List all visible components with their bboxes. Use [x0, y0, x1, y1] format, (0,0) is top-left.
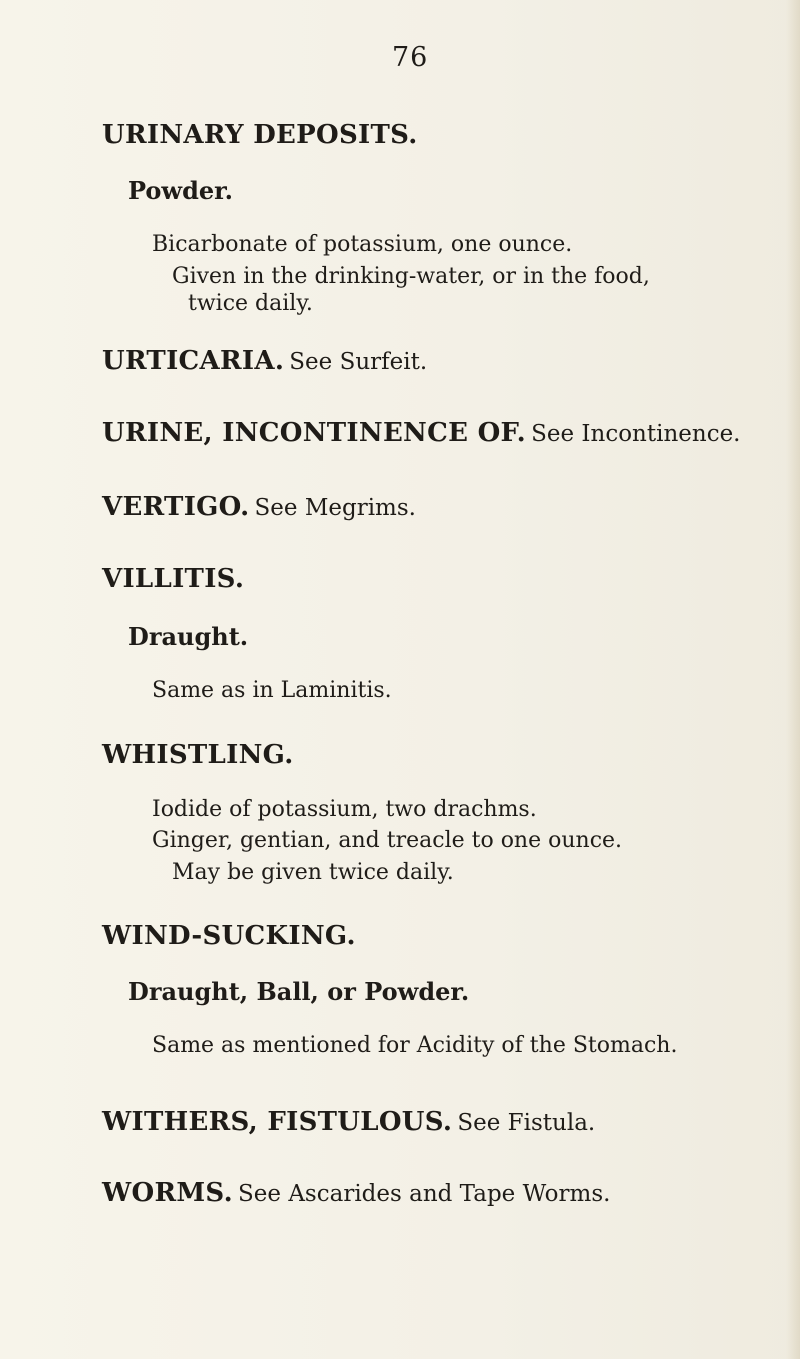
entry-urticaria	[102, 346, 427, 376]
entry-withers-fistulous	[102, 1107, 595, 1137]
entry-reference: See Megrims.	[254, 495, 416, 521]
entry-worms	[102, 1178, 610, 1208]
entry-heading-worms: WORMS.	[102, 1178, 233, 1208]
entry-reference: See Incontinence.	[531, 421, 741, 447]
entry-reference: See Fistula.	[457, 1110, 596, 1136]
entry-subheading-draught: Draught.	[128, 622, 249, 651]
entry-heading-urine-incontinence: URINE, INCONTINENCE OF.	[102, 418, 527, 448]
entry-heading-urinary-deposits: URINARY DEPOSITS.	[102, 120, 418, 150]
entry-line: Bicarbonate of potassium, one ounce.	[152, 232, 573, 257]
entry-reference: See Surfeit.	[289, 349, 428, 375]
entry-heading-villitis: VILLITIS.	[102, 564, 245, 594]
entry-reference: See Ascarides and Tape Worms.	[238, 1181, 611, 1207]
entry-heading-vertigo: VERTIGO.	[102, 492, 250, 522]
entry-line: Same as mentioned for Acidity of the Stomach.	[152, 1033, 678, 1058]
entry-subheading-draught-ball-powder: Draught, Ball, or Powder.	[128, 977, 470, 1006]
page-edge-shadow	[786, 0, 800, 1359]
entry-line: Ginger, gentian, and treacle to one ounce.	[152, 828, 623, 853]
entry-heading-wind-sucking: WIND-SUCKING.	[102, 921, 356, 951]
entry-heading-urticaria: URTICARIA.	[102, 346, 285, 376]
entry-subheading-powder: Powder.	[128, 176, 233, 205]
entry-line: twice daily.	[188, 291, 313, 316]
entry-line: Given in the drinking-water, or in the food,	[172, 264, 650, 289]
entry-heading-withers-fistulous: WITHERS, FISTULOUS.	[102, 1107, 453, 1137]
entry-heading-whistling: WHISTLING.	[102, 740, 294, 770]
entry-urine-incontinence	[102, 418, 741, 448]
page-number: 76	[392, 42, 429, 73]
entry-line: Same as in Laminitis.	[152, 678, 392, 703]
entry-line: May be given twice daily.	[172, 860, 454, 885]
entry-line: Iodide of potassium, two drachms.	[152, 797, 537, 822]
entry-vertigo	[102, 492, 416, 522]
